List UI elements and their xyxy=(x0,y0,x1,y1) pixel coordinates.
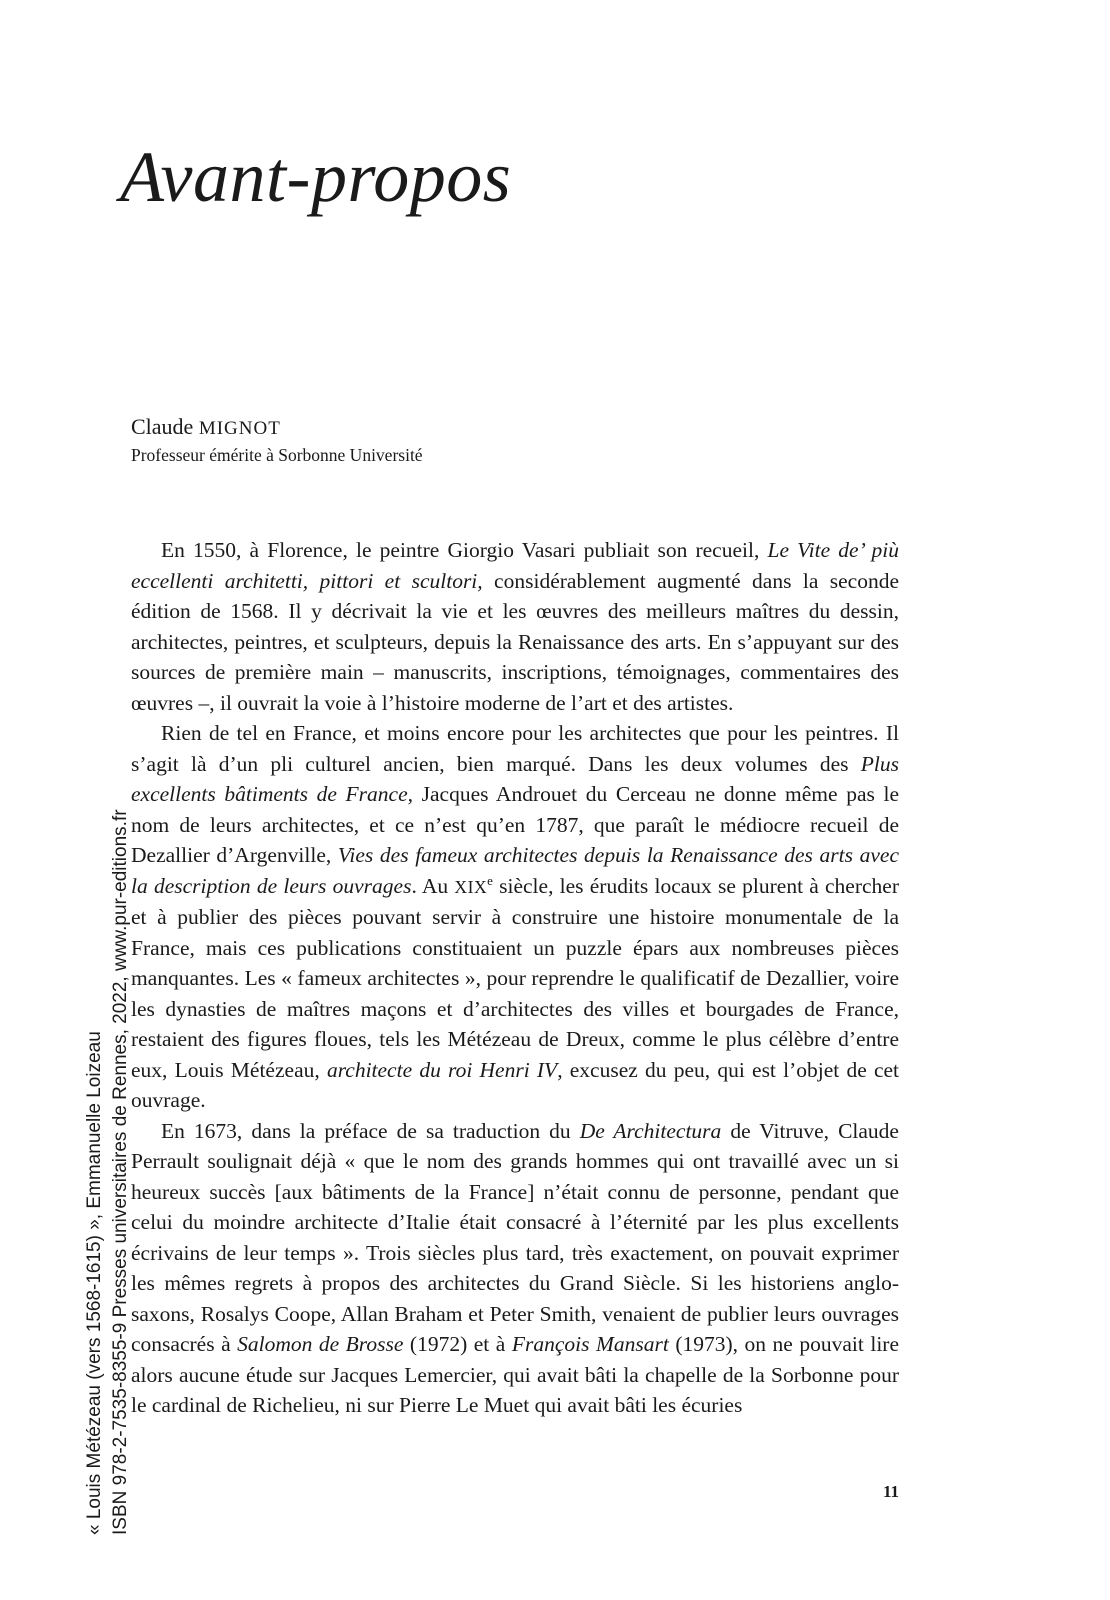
text-run: (1973), on ne pouvait lire alors aucune étude sur Jacques Lemercier, qui avait bâti la chapelle de la Sorbonne pour le cardinal de Richelieu, ni sur Pierre Le Muet qui avait bâti les écuries xyxy=(131,1332,899,1417)
side-credit-line-2: ISBN 978-2-7535-8355-9 Presses universitaires de Rennes, 2022, www.pur-editions.fr xyxy=(110,809,131,1535)
author-affiliation: Professeur émérite à Sorbonne Université xyxy=(131,445,423,465)
text-run: En 1550, à Florence, le peintre Giorgio Vasari publiait son recueil, xyxy=(161,538,768,562)
text-run: Jacques Androuet du Cerceau ne donne même pas le nom de leurs architectes, et ce n’est qu’en 1787, que paraît le médiocre recueil de Dezallier d’Argenville, xyxy=(131,782,899,867)
text-run: considérablement augmenté dans la seconde édition de 1568. Il y décrivait la vie et les œuvres des meilleurs maîtres du dessin, architectes, peintres, et sculpteurs, depuis la Renaissance des arts. En s’appuyant sur des sources de première main – manuscrits, inscriptions, témoignages, commentaires des œuvres –, il ouvrait la voie à l’histoire moderne de l’art et des artistes. xyxy=(131,568,899,715)
text-run: (1972) et à xyxy=(403,1332,512,1356)
italic-text: De Architectura xyxy=(579,1118,722,1143)
text-run: , excusez du peu, qui est l’objet de cet ouvrage. xyxy=(131,1057,899,1112)
italic-text: Plus excellents bâtiments de France, xyxy=(131,751,899,806)
text-run: En 1673, dans la préface de sa traduction du xyxy=(161,1118,580,1143)
side-credit-line-1: « Louis Métézeau (vers 1568-1615) », Emmanuelle Loizeau xyxy=(84,1031,105,1535)
italic-text: Salomon de Brosse xyxy=(237,1332,404,1356)
superscript-text: e xyxy=(487,873,493,888)
text-run: . Au xyxy=(411,873,455,898)
text-run: siècle, les érudits locaux se plurent à chercher et à publier des pièces pouvant servir à construire une histoire monumentale de la France, mais ces publications constituaient un puzzle épars aux nombreuses pièces manquantes. Les « fameux architectes », pour reprendre le qualificatif de Dezallier, voire les dynasties de maîtres maçons et d’architectes des villes et bourgades de France, restaient des figures floues, tels les Métézeau de Dreux, comme le plus célèbre d’entre eux, Louis Métézeau, xyxy=(131,873,900,1082)
small-caps-text: XIX xyxy=(454,876,488,897)
author-name xyxy=(131,413,423,443)
text-run: de Vitruve, Claude Perrault soulignait déjà « que le nom des grands hommes qui ont travaillé avec un si heureux succès [aux bâtiments de la France] n’était connu de personne, pendant que celui du moindre architecte d’Italie était consacré à l’éternité par les plus excellents écrivains de leur temps ». Trois siècles plus tard, très exactement, on pouvait exprimer les mêmes regrets à propos des architectes du Grand Siècle. Si les historiens anglo-saxons, Rosalys Coope, Allan Braham et Peter Smith, venaient de publier leurs ouvrages consacrés à xyxy=(131,1118,899,1356)
paragraph xyxy=(131,535,899,718)
italic-text: architecte du roi Henri IV xyxy=(326,1057,558,1082)
chapter-title: Avant-propos xyxy=(120,137,512,217)
author-last-name: MIGNOT xyxy=(198,418,281,439)
paragraph xyxy=(131,1116,899,1421)
italic-text: Le Vite de’ più eccellenti architetti, pittori et scultori, xyxy=(131,538,899,593)
italic-text: François Mansart xyxy=(511,1332,669,1356)
text-run: Rien de tel en France, et moins encore pour les architectes que pour les peintres. Il s’agit là d’un pli culturel ancien, bien marqué. Dans les deux volumes des xyxy=(131,721,899,776)
author-block xyxy=(131,413,423,467)
author-first-name: Claude xyxy=(131,414,194,439)
body-text xyxy=(131,535,899,1421)
paragraph xyxy=(131,718,899,1116)
page-number: 11 xyxy=(882,1482,899,1501)
side-credit xyxy=(82,809,134,1535)
italic-text: Vies des fameux architectes depuis la Renaissance des arts avec la description de leurs ouvrages xyxy=(131,843,899,898)
